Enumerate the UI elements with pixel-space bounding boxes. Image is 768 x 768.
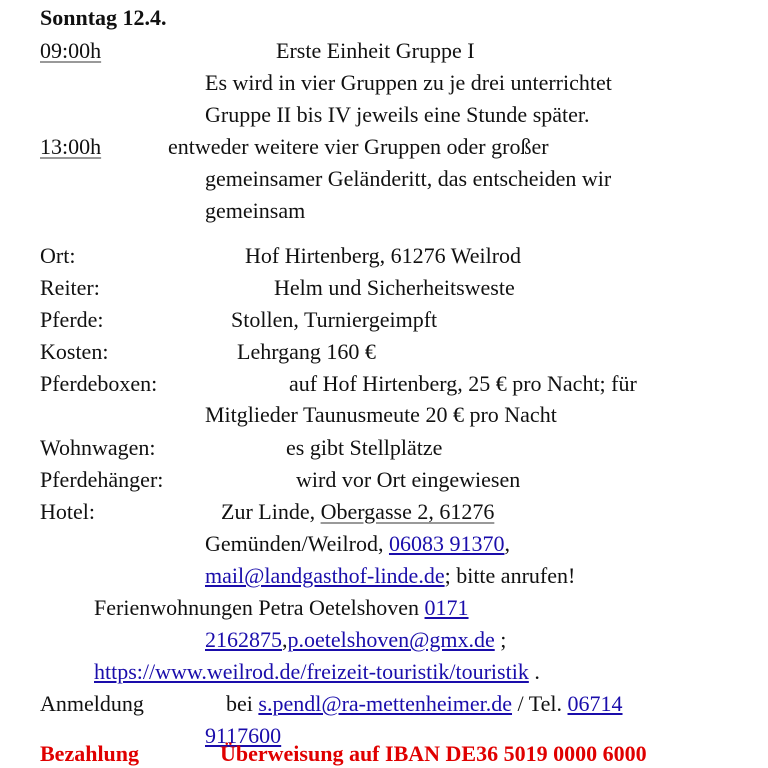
wohnwagen-label: Wohnwagen: — [40, 435, 156, 460]
ort-label: Ort: — [40, 243, 76, 268]
ferienwohnungen-line-2 — [205, 627, 506, 653]
pferdeboxen-value-2: Mitglieder Taunusmeute 20 € pro Nacht — [205, 402, 557, 427]
time-1300: 13:00h — [40, 134, 102, 159]
reiter-value: Helm und Sicherheitsweste — [274, 275, 515, 300]
ferienwohnungen-line-1 — [94, 595, 469, 621]
ferienwohnungen-url-line — [94, 659, 540, 685]
hotel-city: Gemünden/Weilrod, — [205, 531, 389, 556]
unit-description-2: Gruppe II bis IV jeweils eine Stunde später. — [205, 102, 590, 127]
bezahlung-label: Bezahlung — [40, 741, 140, 766]
day-title: Sonntag 12.4. — [40, 5, 167, 30]
ferienwohnungen-phone-link-a[interactable]: 0171 — [424, 595, 469, 620]
hotel-name: Zur Linde, — [221, 499, 321, 524]
hotel-address: Obergasse 2, 61276 — [320, 499, 495, 524]
pferdeboxen-value-1: auf Hof Hirtenberg, 25 € pro Nacht; für — [289, 371, 637, 396]
pferdeboxen-label: Pferdeboxen: — [40, 371, 158, 396]
anmeldung-line-1 — [226, 691, 623, 717]
kosten-label: Kosten: — [40, 339, 109, 364]
unit-description-1: Es wird in vier Gruppen zu je drei unterrichtet — [205, 70, 612, 95]
ort-value: Hof Hirtenberg, 61276 Weilrod — [245, 243, 522, 268]
pferde-value: Stollen, Turniergeimpft — [231, 307, 438, 332]
ferienwohnungen-email-link[interactable]: p.oetelshoven@gmx.de — [287, 627, 495, 652]
afternoon-line-2: gemeinsamer Geländeritt, das entscheiden wir — [205, 166, 612, 191]
anmeldung-tel-link-a[interactable]: 06714 — [567, 691, 623, 716]
url-end: . — [528, 659, 540, 684]
ferienwohnungen-phone-link-b[interactable]: 2162875 — [205, 627, 282, 652]
time-0900: 09:00h — [40, 38, 102, 63]
hotel-email-link[interactable]: mail@landgasthof-linde.de — [205, 563, 445, 588]
anmeldung-tel-prefix: / Tel. — [512, 691, 568, 716]
anmeldung-email-link[interactable]: s.pendl@ra-mettenheimer.de — [258, 691, 513, 716]
wohnwagen-value: es gibt Stellplätze — [286, 435, 443, 460]
hotel-email-line — [205, 563, 575, 589]
weilrod-tourism-link[interactable]: https://www.weilrod.de/freizeit-touristik/touristik — [94, 659, 529, 684]
ferienwohnungen-text: Ferienwohnungen Petra Oetelshoven — [94, 595, 425, 620]
pferde-label: Pferde: — [40, 307, 104, 332]
ferienwohnungen-sep: , — [282, 627, 288, 652]
hotel-name-line — [221, 499, 494, 525]
hotel-note: ; bitte anrufen! — [444, 563, 576, 588]
anmeldung-tel-link-b[interactable]: 9117600 — [205, 723, 282, 748]
ferienwohnungen-end: ; — [494, 627, 507, 652]
bezahlung-value: Überweisung auf IBAN DE36 5019 0000 6000 — [220, 741, 647, 766]
hotel-phone-link[interactable]: 06083 91370 — [388, 531, 505, 556]
hotel-contact-line — [205, 531, 510, 557]
pferdehaenger-label: Pferdehänger: — [40, 467, 164, 492]
afternoon-line-3: gemeinsam — [205, 198, 306, 223]
pferdehaenger-value: wird vor Ort eingewiesen — [296, 467, 521, 492]
anmeldung-label: Anmeldung — [40, 691, 144, 716]
hotel-comma: , — [504, 531, 510, 556]
hotel-label: Hotel: — [40, 499, 95, 524]
anmeldung-prefix: bei — [226, 691, 259, 716]
kosten-value: Lehrgang 160 € — [237, 339, 376, 364]
unit-title: Erste Einheit Gruppe I — [276, 38, 475, 63]
reiter-label: Reiter: — [40, 275, 100, 300]
afternoon-line-1: entweder weitere vier Gruppen oder großer — [168, 134, 549, 159]
